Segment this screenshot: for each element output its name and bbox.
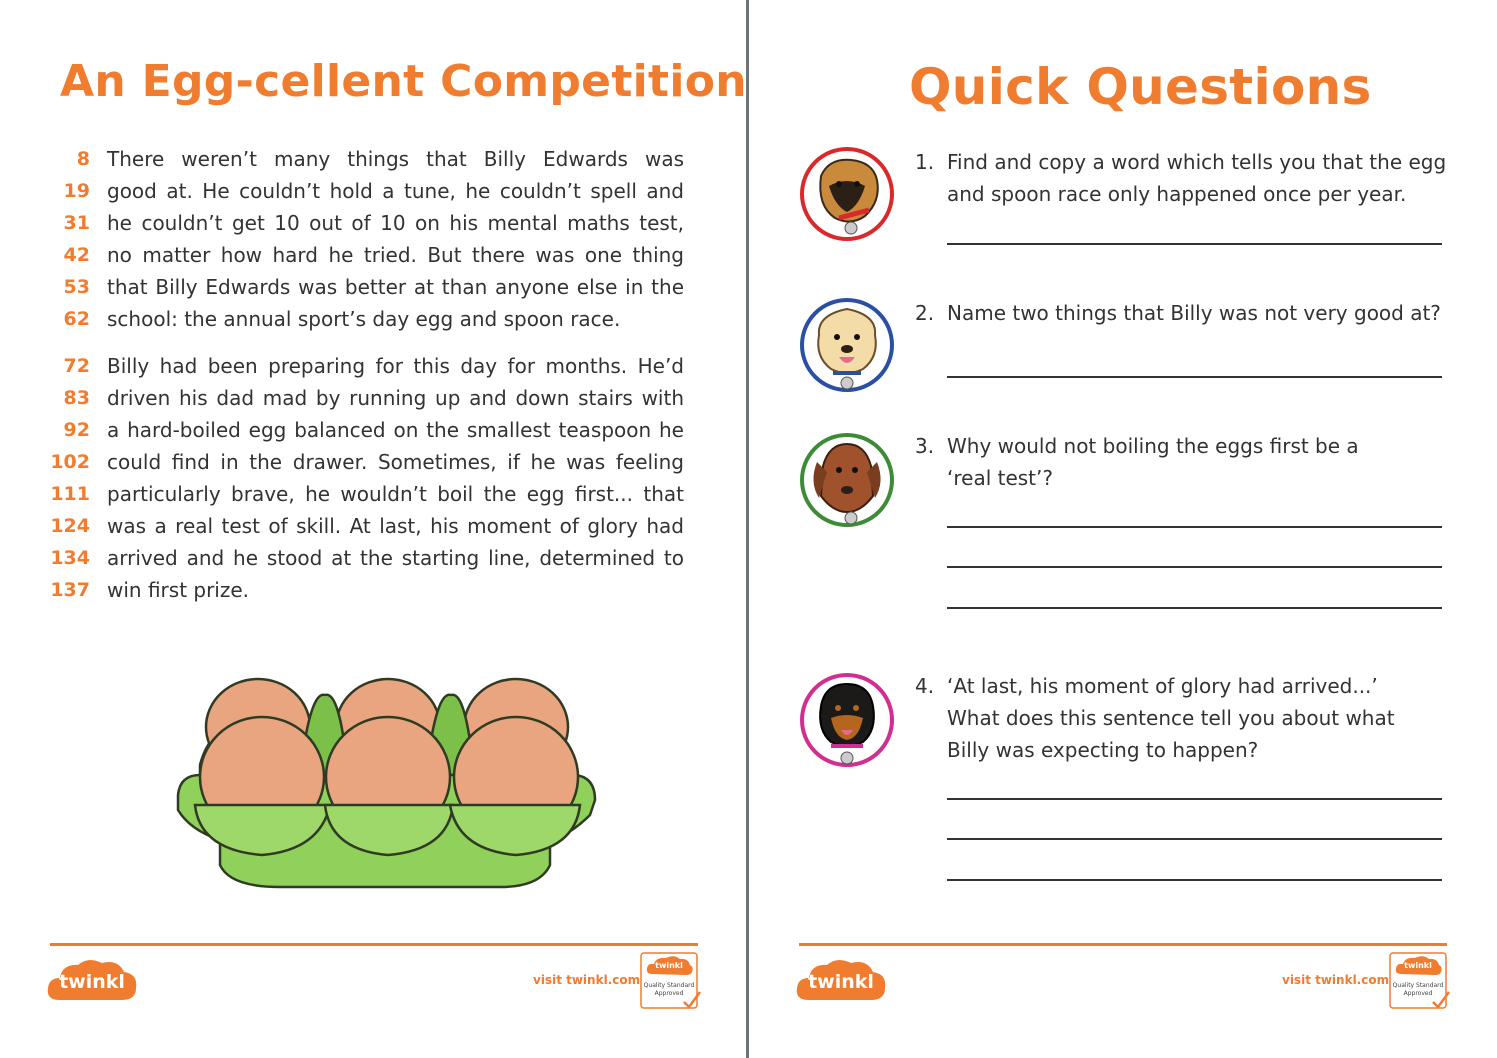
story-paragraph-1 — [44, 143, 684, 335]
logo-text: twinkl — [59, 971, 125, 993]
quality-badge — [1389, 952, 1451, 1010]
line-text: that Billy Edwards was better at than anyone else in the — [107, 275, 684, 299]
answer-line[interactable] — [947, 879, 1442, 881]
word-count: 53 — [63, 276, 90, 298]
answer-line[interactable] — [947, 798, 1442, 800]
line-text: he couldn’t get 10 out of 10 on his mental maths test, — [107, 211, 684, 235]
story-line — [44, 510, 684, 542]
badge-line-2: Approved — [654, 990, 684, 997]
story-line — [44, 175, 684, 207]
line-text: win first prize. — [107, 578, 250, 602]
word-count: 111 — [50, 483, 90, 505]
word-count: 83 — [63, 387, 90, 409]
questions-title: Quick Questions — [909, 58, 1372, 116]
word-count: 72 — [63, 355, 90, 377]
question-text: Why would not boiling the eggs first be a ‘real test’? — [947, 434, 1359, 490]
answer-line[interactable] — [947, 243, 1442, 245]
answer-line[interactable] — [947, 838, 1442, 840]
line-text: There weren’t many things that Billy Edwards was — [107, 147, 684, 171]
line-text: good at. He couldn’t hold a tune, he couldn’t spell and — [107, 179, 684, 203]
story-title: An Egg-cellent Competition — [60, 56, 747, 107]
story-line — [44, 207, 684, 239]
story-line — [44, 414, 684, 446]
answer-line[interactable] — [947, 526, 1442, 528]
answer-line[interactable] — [947, 376, 1442, 378]
logo-text: twinkl — [808, 971, 874, 993]
bloodhound-icon — [799, 432, 895, 528]
line-text: could find in the drawer. Sometimes, if he was feeling — [107, 450, 684, 474]
story-line — [44, 271, 684, 303]
question-text: ‘At last, his moment of glory had arrived...’ What does this sentence tell you about what Billy was expecting to happen? — [947, 674, 1395, 762]
word-count: 102 — [50, 451, 90, 473]
word-count: 62 — [63, 308, 90, 330]
golden-retriever-icon — [799, 297, 895, 393]
badge-brand: twinkl — [655, 961, 683, 970]
footer-rule — [50, 943, 698, 946]
word-count: 92 — [63, 419, 90, 441]
footer-rule — [799, 943, 1447, 946]
badge-line-2: Approved — [1403, 990, 1433, 997]
line-text: was a real test of skill. At last, his moment of glory had — [107, 514, 684, 538]
word-count: 31 — [63, 212, 90, 234]
line-text: a hard-boiled egg balanced on the smallest teaspoon he — [107, 418, 684, 442]
rottweiler-icon — [799, 672, 895, 768]
story-line — [44, 574, 684, 606]
question-number: 1. — [915, 150, 935, 174]
line-text: school: the annual sport’s day egg and spoon race. — [107, 307, 621, 331]
line-text: arrived and he stood at the starting line, determined to — [107, 546, 684, 570]
word-count: 42 — [63, 244, 90, 266]
answer-line[interactable] — [947, 566, 1442, 568]
badge-line-1: Quality Standard — [643, 982, 695, 989]
visit-link[interactable]: visit twinkl.com — [533, 973, 641, 987]
story-line — [44, 303, 684, 335]
question-text: Name two things that Billy was not very good at? — [947, 301, 1441, 325]
word-count: 19 — [63, 180, 90, 202]
line-text: particularly brave, he wouldn’t boil the egg first... that — [107, 482, 684, 506]
twinkl-logo[interactable] — [795, 956, 887, 1008]
story-line — [44, 350, 684, 382]
story-line — [44, 143, 684, 175]
word-count: 8 — [76, 148, 90, 170]
question-number: 2. — [915, 301, 935, 325]
word-count: 137 — [50, 579, 90, 601]
quality-badge — [640, 952, 702, 1010]
story-line — [44, 446, 684, 478]
word-count: 124 — [50, 515, 90, 537]
airedale-dog-icon — [799, 146, 895, 242]
line-text: no matter how hard he tried. But there was one thing — [107, 243, 684, 267]
left-page — [0, 0, 748, 1058]
egg-tray-illustration — [170, 665, 600, 895]
line-text: driven his dad mad by running up and down stairs with — [107, 386, 684, 410]
right-page — [749, 0, 1497, 1058]
story-line — [44, 478, 684, 510]
story-line — [44, 382, 684, 414]
answer-line[interactable] — [947, 607, 1442, 609]
twinkl-logo[interactable] — [46, 956, 138, 1008]
visit-link[interactable]: visit twinkl.com — [1282, 973, 1390, 987]
question-text: Find and copy a word which tells you that the egg and spoon race only happened once per year. — [947, 150, 1447, 206]
badge-brand: twinkl — [1404, 961, 1432, 970]
story-line — [44, 239, 684, 271]
word-count: 134 — [50, 547, 90, 569]
story-line — [44, 542, 684, 574]
question-number: 4. — [915, 674, 935, 698]
line-text: Billy had been preparing for this day for months. He’d — [107, 354, 684, 378]
story-paragraph-2 — [44, 350, 684, 606]
question-number: 3. — [915, 434, 935, 458]
badge-line-1: Quality Standard — [1392, 982, 1444, 989]
